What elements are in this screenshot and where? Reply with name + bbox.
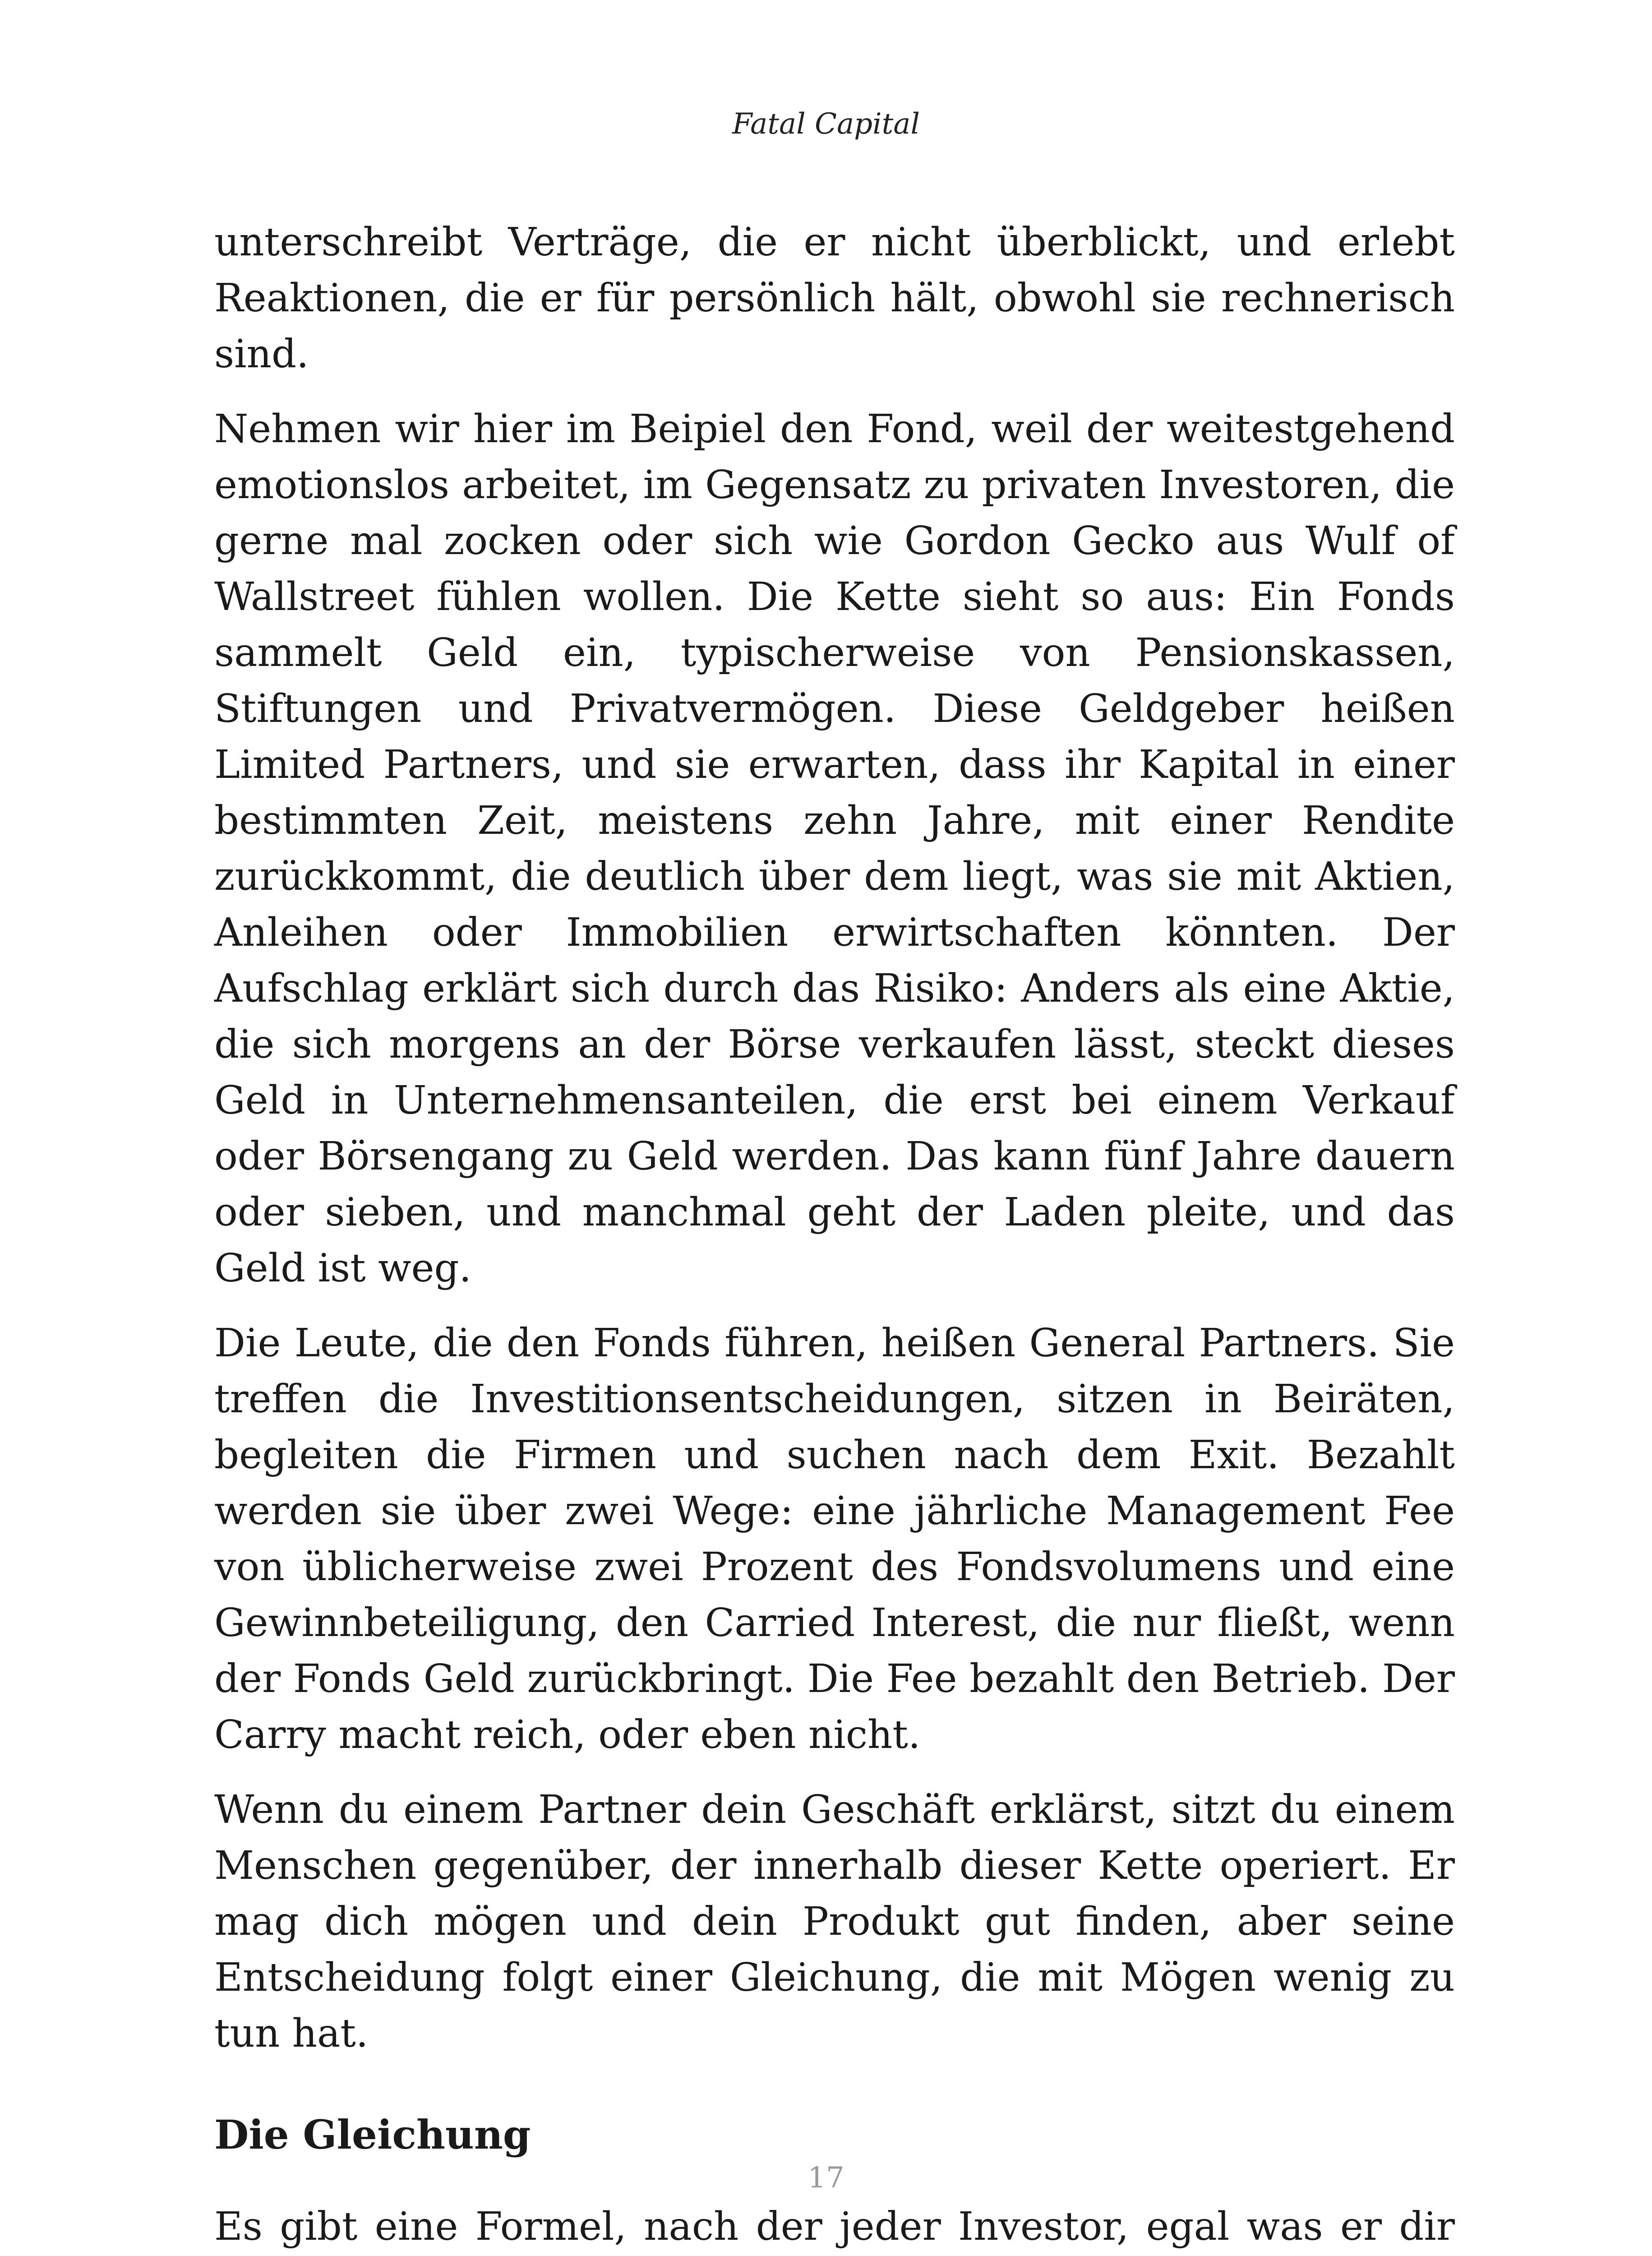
paragraph-1: unterschreibt Verträge, die er nicht überblickt, und erlebt Reaktionen, die er für persönlich hält, obwohl sie rechnerisch sind. xyxy=(214,220,1455,377)
paragraph-3: Die Leute, die den Fonds führen, heißen General Partners. Sie treffen die Investitionsentscheidungen, sitzen in Beiräten, begleiten die Firmen und suchen nach dem Exit. Bezahlt werden sie über zwei Wege: eine jährliche Management Fee von üblicherweise zwei Prozent des Fondsvolumens und eine Gewinnbeteiligung, den Carried Interest, die nur fließt, wenn der Fonds Geld zurückbringt. Die Fee bezahlt den Betrieb. Der Carry macht reich, oder eben nicht. xyxy=(214,1321,1455,1757)
section-paragraph: Es gibt eine Formel, nach der jeder Investor, egal was er dir xyxy=(214,2204,1455,2249)
paragraph-2: Nehmen wir hier im Beipiel den Fond, weil der weitestgehend emotionslos arbeitet, im Gegensatz zu privaten Investoren, die gerne mal zocken oder sich wie Gordon Gecko aus Wulf of Wallstreet fühlen wollen. Die Kette sieht so aus: Ein Fonds sammelt Geld ein, typischerweise von Pensionskassen, Stiftungen und Privatvermögen. Diese Geldgeber heißen Limited Partners, und sie erwarten, dass ihr Kapital in einer bestimmten Zeit, meistens zehn Jahre, mit einer Rendite zurückkommt, die deutlich über dem liegt, was sie mit Aktien, Anleihen oder Immobilien erwirtschaften könnten. Der Aufschlag erklärt sich durch das Risiko: Anders als eine Aktie, die sich morgens an der Börse verkaufen lässt, steckt dieses Geld in Unternehmensanteilen, die erst bei einem Verkauf oder Börsengang zu Geld werden. Das kann fünf Jahre dauern oder sieben, und manchmal geht der Laden pleite, und das Geld ist weg. xyxy=(214,407,1455,1291)
section-heading: Die Gleichung xyxy=(214,2111,531,2158)
body-text xyxy=(214,214,1455,2256)
page-number: 17 xyxy=(808,2161,844,2195)
paragraph-4: Wenn du einem Partner dein Geschäft erklärst, sitzt du einem Menschen gegenüber, der innerhalb dieser Kette operiert. Er mag dich mögen und dein Produkt gut finden, aber seine Entscheidung folgt einer Gleichung, die mit Mögen wenig zu tun hat. xyxy=(214,1787,1455,2056)
running-header: Fatal Capital xyxy=(732,107,920,141)
